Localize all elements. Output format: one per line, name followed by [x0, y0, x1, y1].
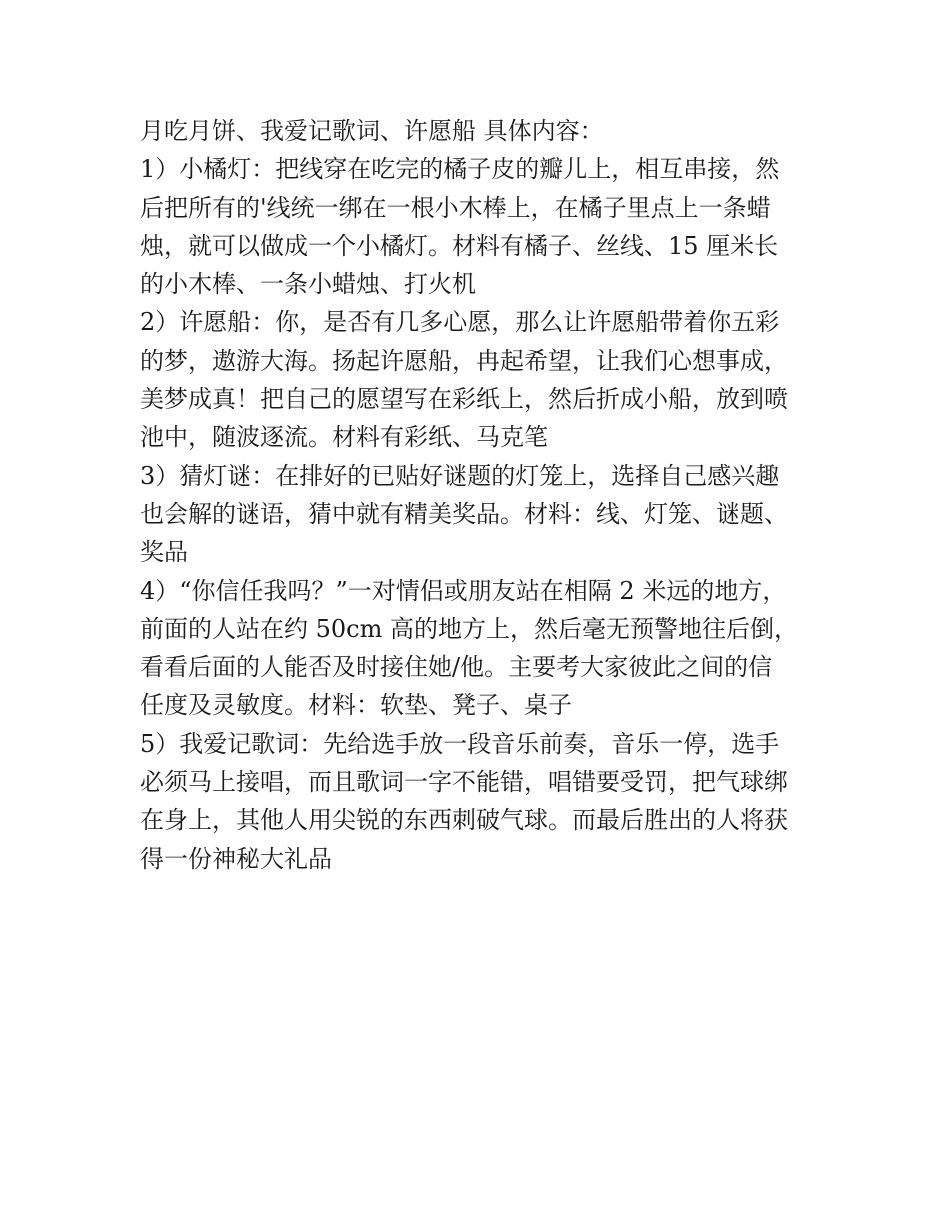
text-line: 1）小橘灯：把线穿在吃完的橘子皮的瓣儿上，相互串接，然 [140, 155, 780, 184]
text-line: 池中，随波逐流。材料有彩纸、马克笔 [140, 423, 548, 452]
text-line: 得一份神秘大礼品 [140, 844, 332, 873]
text-line: 月吃月饼、我爱记歌词、许愿船 具体内容： [140, 117, 604, 145]
text-line: 看看后面的人能否及时接住她/他。主要考大家彼此之间的信 [140, 653, 773, 682]
text-line: 任度及灵敏度。材料：软垫、凳子、桌子 [140, 691, 572, 720]
text-line: 也会解的谜语，猜中就有精美奖品。材料：线、灯笼、谜题、 [140, 499, 788, 528]
text-line: 的梦，遨游大海。扬起许愿船，冉起希望，让我们心想事成， [140, 346, 788, 375]
text-line: 在身上，其他人用尖锐的东西刺破气球。而最后胜出的人将获 [140, 806, 788, 835]
text-line: 前面的人站在约 50cm 高的地方上，然后毫无预警地往后倒， [140, 614, 798, 643]
text-line: 必须马上接唱，而且歌词一字不能错，唱错要受罚，把气球绑 [140, 768, 788, 797]
text-line: 2）许愿船：你，是否有几多心愿，那么让许愿船带着你五彩 [140, 308, 780, 337]
text-line: 4）“你信任我吗？”一对情侣或朋友站在相隔 2 米远的地方， [140, 576, 787, 605]
document-body [140, 112, 830, 878]
text-line: 5）我爱记歌词：先给选手放一段音乐前奏，音乐一停，选手 [140, 729, 780, 758]
text-line: 的小木棒、一条小蜡烛、打火机 [140, 270, 476, 299]
text-line: 奖品 [140, 538, 188, 567]
text-line: 美梦成真！把自己的愿望写在彩纸上，然后折成小船，放到喷 [140, 385, 788, 414]
text-line: 3）猜灯谜：在排好的已贴好谜题的灯笼上，选择自己感兴趣 [140, 461, 780, 490]
text-line: 后把所有的'线统一绑在一根小木棒上，在橘子里点上一条蜡 [140, 193, 771, 222]
text-line: 烛，就可以做成一个小橘灯。材料有橘子、丝线、15 厘米长 [140, 231, 779, 260]
